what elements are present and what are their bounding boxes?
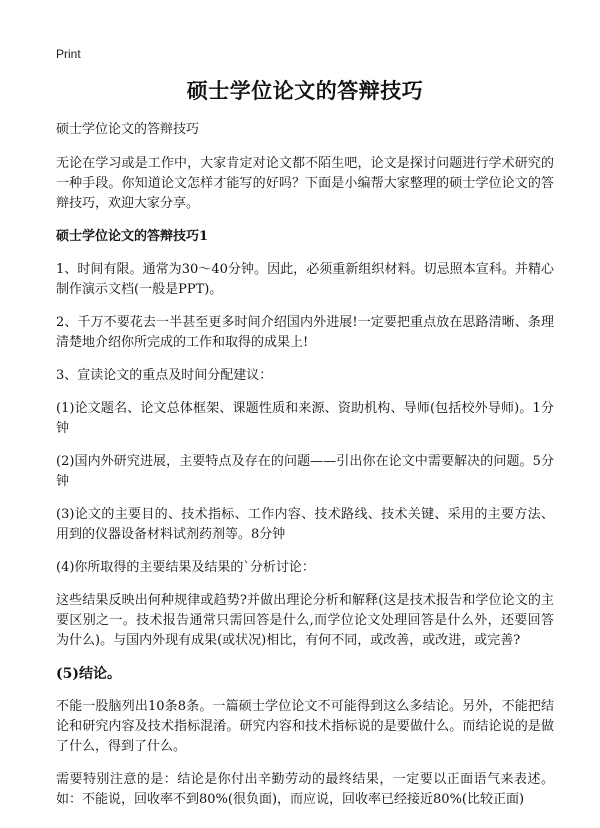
point-1-paragraph: 1、时间有限。通常为30～40分钟。因此，必须重新组织材料。切忌照本宣科。并精心制作演示文档(一般是PPT)。 — [56, 262, 554, 297]
item-4-paragraph: (4)你所取得的主要结果及结果的`分析讨论： — [56, 560, 315, 575]
page-title: 硕士学位论文的答辩技巧 — [186, 78, 424, 103]
point-2-paragraph: 2、千万不要花去一半甚至更多时间介绍国内外进展!一定要把重点放在思路清晰、条理清楚地介绍你所完成的工作和取得的成果上! — [56, 315, 554, 350]
item-5-paragraph-1: 不能一股脑列出10条8条。一篇硕士学位论文不可能得到这么多结论。另外，不能把结论和研究内容及技术指标混淆。研究内容和技术指标说的是要做什么。而结论说的是做了什么，得到了什么。 — [56, 699, 554, 754]
item-1-paragraph: (1)论文题名、论文总体框架、课题性质和来源、资助机构、导师(包括校外导师)。1分钟 — [56, 401, 554, 436]
document-subtitle: 硕士学位论文的答辩技巧 — [56, 122, 200, 137]
point-3-paragraph: 3、宣读论文的重点及时间分配建议： — [56, 368, 273, 383]
item-5-paragraph-2: 需要特别注意的是：结论是你付出辛勤劳动的最终结果，一定要以正面语气来表述。如：不能说，回收率不到80%(很负面)，而应说，回收率已经接近80%(比较正面) — [56, 772, 554, 807]
intro-paragraph: 无论在学习或是工作中，大家肯定对论文都不陌生吧，论文是探讨问题进行学术研究的一种手段。你知道论文怎样才能写的好吗？下面是小编帮大家整理的硕士学位论文的答辩技巧，欢迎大家分享。 — [56, 156, 554, 211]
item-4-detail-paragraph: 这些结果反映出何种规律或趋势?并做出理论分析和解释(这是技术报告和学位论文的主要区别之一。技术报告通常只需回答是什么,而学位论文处理回答是什么外，还要回答为什么)。与国内外现有成果(或状况)相比，有何不同，或改善，或改进，或完善? — [56, 593, 554, 648]
item-2-paragraph: (2)国内外研究进展，主要特点及存在的问题——引出你在论文中需要解决的问题。5分钟 — [56, 454, 554, 489]
item-5-heading: (5)结论。 — [56, 666, 121, 682]
section-heading: 硕士学位论文的答辩技巧1 — [56, 229, 209, 244]
print-label[interactable]: Print — [56, 47, 81, 61]
item-3-paragraph: (3)论文的主要目的、技术指标、工作内容、技术路线、技术关键、采用的主要方法、用到的仪器设备材料试剂药剂等。8分钟 — [56, 507, 554, 542]
